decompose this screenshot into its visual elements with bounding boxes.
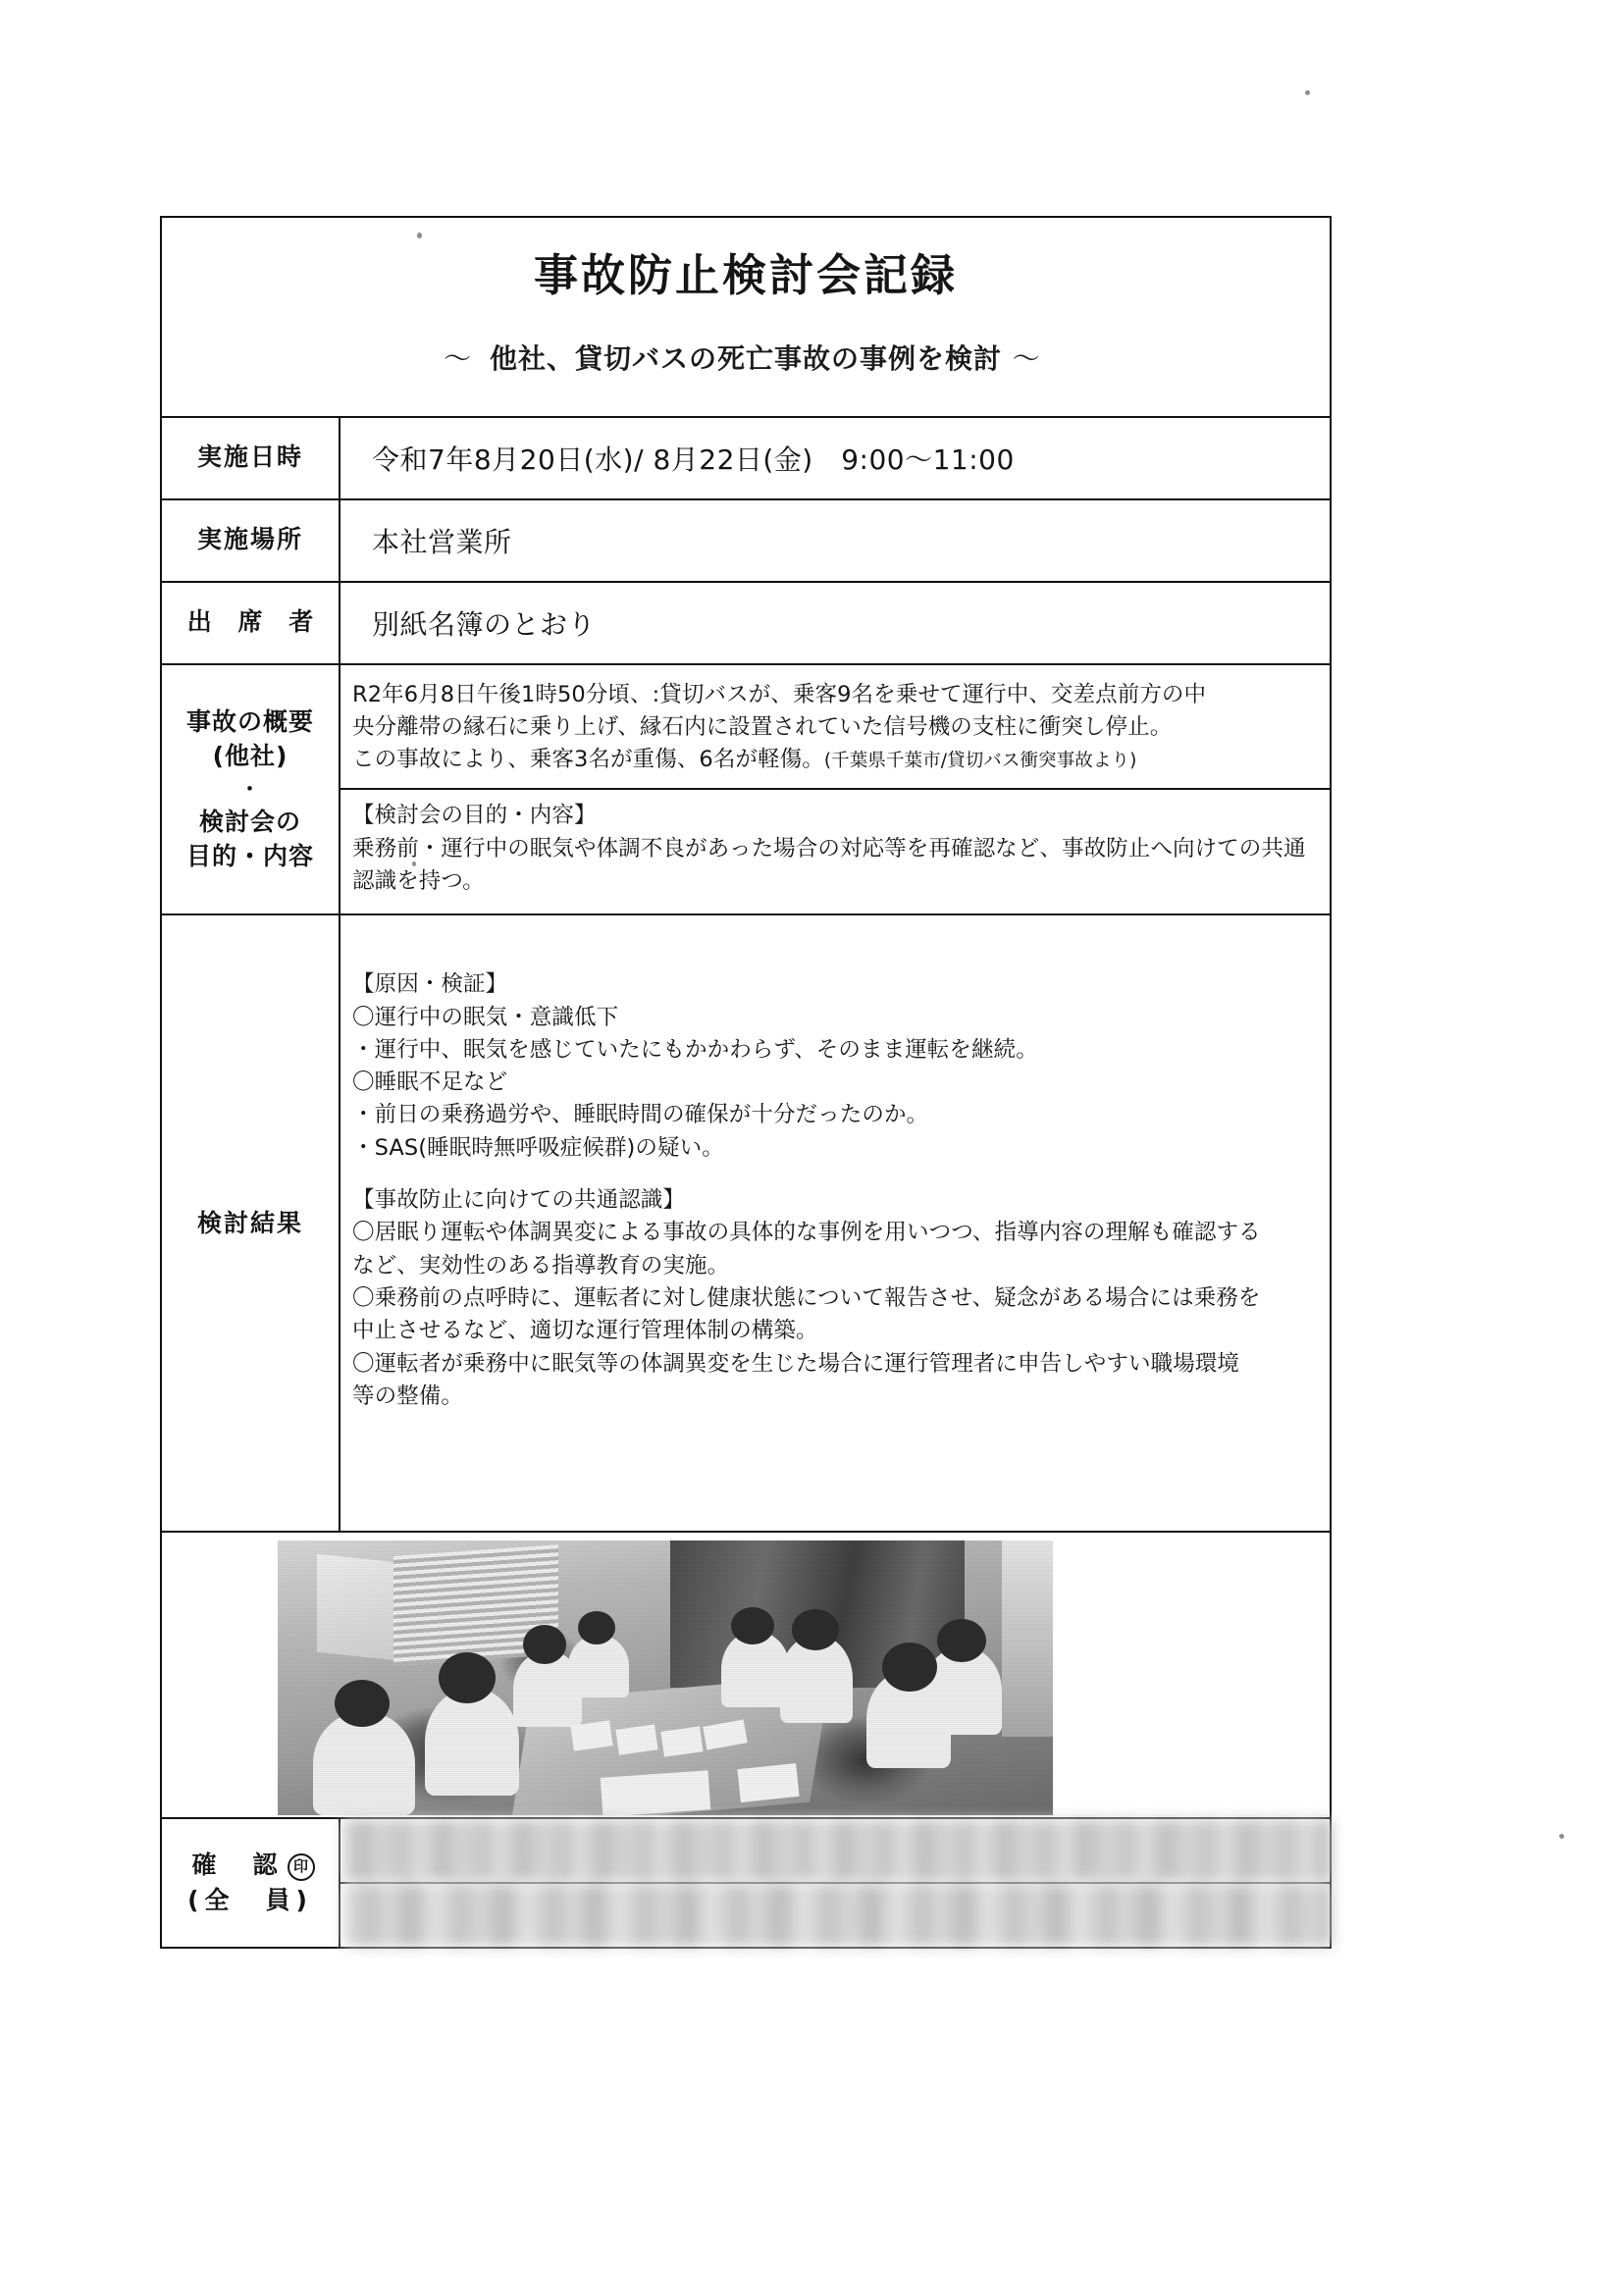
page-title: 事故防止検討会記録 [534,249,959,301]
confirmation-label-line1: 確 認 [191,1850,284,1879]
tilde-left: 〜 [444,341,480,375]
tilde-right: 〜 [1012,341,1048,375]
confirmation-label-line2: (全 員) [187,1886,313,1915]
summary-line-1: R2年6月8日午後1時50分頃、:貸切バスが、乗客9名を乗せて運行中、交差点前方の中 [352,681,1207,707]
redacted-signatures [342,1884,1332,1947]
cause-item: ・前日の乗務過労や、睡眠時間の確保が十分だったのか。 [352,1102,929,1128]
label-purpose-line1: 検討会の [198,808,301,837]
redacted-signatures [342,1819,1332,1882]
label-confirmation [161,1818,340,1948]
common-item: など、実効性のある指導教育の実施。 [352,1252,730,1278]
label-summary-and-purpose [161,664,340,915]
summary-line-2: 央分離帯の縁石に乗り上げ、縁石内に設置されていた信号機の支柱に衝突し停止。 [352,713,1173,740]
table-row [161,417,1331,499]
label-separator-dot: ・ [239,777,261,802]
cause-heading: 【原因・検証】 [352,971,508,998]
label-results: 検討結果 [161,914,340,1532]
header-row [161,217,1331,417]
summary-source: (千葉県千葉市/貸切バス衝突事故より) [823,751,1137,772]
scan-speckle [1559,1834,1564,1839]
signature-row-2 [340,1883,1331,1948]
document-header [161,217,1331,417]
table-row [161,499,1331,582]
meeting-photo-image [278,1540,1053,1815]
cause-item: 〇睡眠不足など [352,1070,508,1096]
label-datetime: 実施日時 [161,417,340,499]
label-summary-line1: 事故の概要 [185,707,314,737]
table-row [161,1818,1331,1883]
purpose-heading: 【検討会の目的・内容】 [352,803,597,829]
table-row [161,1532,1331,1818]
purpose-line-2: 認識を持つ。 [352,867,485,894]
accident-prevention-meeting-record-table [160,216,1332,1949]
purpose-line-1: 乗務前・運行中の眠気や体調不良があった場合の対応等を再確認など、事故防止へ向けての共通 [352,835,1306,861]
seal-icon: 印 [288,1853,315,1881]
common-heading: 【事故防止に向けての共通認識】 [352,1187,686,1214]
paragraph-spacer [352,1165,1316,1184]
label-attendees: 出 席 者 [161,582,340,664]
subtitle-text: 他社、貸切バスの死亡事故の事例を検討 [490,341,1003,375]
common-item: 〇居眠り運転や体調異変による事故の具体的な事例を用いつつ、指導内容の理解も確認する [352,1220,1261,1246]
label-place: 実施場所 [161,499,340,582]
label-purpose-line2: 目的・内容 [185,842,314,871]
summary-line-3 [352,744,1316,776]
signature-row-1 [340,1818,1331,1883]
common-item: 等の整備。 [352,1383,464,1409]
page-subtitle [162,338,1330,377]
cause-item: 〇運行中の眠気・意識低下 [352,1004,619,1030]
table-row [161,582,1331,664]
cause-item: ・運行中、眠気を感じていたにもかかわらず、そのまま運転を継続。 [352,1036,1038,1063]
photo-grain-overlay [278,1540,1053,1815]
document-page [160,216,1330,2119]
value-attendees: 別紙名簿のとおり [340,582,1331,664]
meeting-photo-cell [161,1532,1331,1818]
summary-line-3-text: この事故により、乗客3名が重傷、6名が軽傷。 [352,747,824,773]
value-datetime: 令和7年8月20日(水)/ 8月22日(金) 9:00〜11:00 [340,417,1331,499]
value-place: 本社営業所 [340,499,1331,582]
table-row [161,914,1331,1532]
common-item: 中止させるなど、適切な運行管理体制の構築。 [352,1318,818,1344]
purpose-text [340,789,1331,914]
results-text [340,914,1331,1532]
scan-speckle [1305,90,1310,95]
accident-summary-text [340,664,1331,790]
common-item: 〇乗務前の点呼時に、運転者に対し健康状態について報告させ、疑念がある場合には乗務を [352,1284,1261,1311]
label-summary-line2: (他社) [212,742,288,771]
cause-item: ・SAS(睡眠時無呼吸症候群)の疑い。 [352,1134,724,1161]
common-item: 〇運転者が乗務中に眠気等の体調異変を生じた場合に運行管理者に申告しやすい職場環境 [352,1350,1240,1377]
table-row [161,664,1331,790]
meeting-photo [278,1540,1053,1815]
